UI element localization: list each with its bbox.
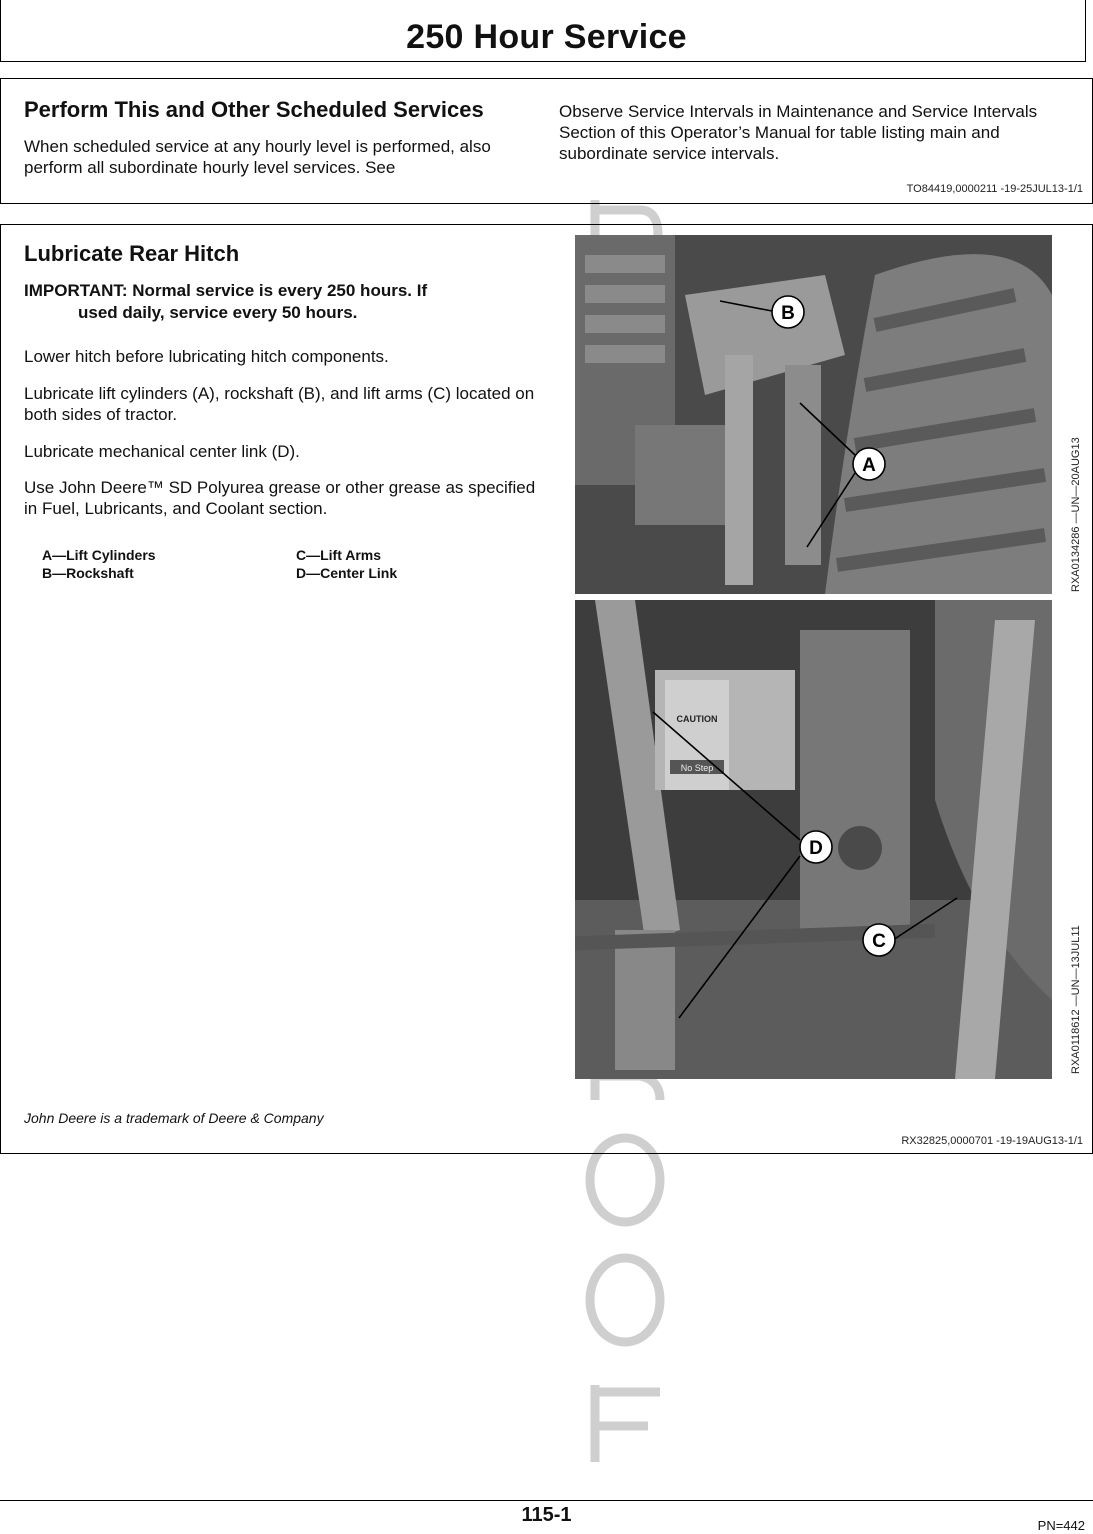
callout-c xyxy=(863,924,895,956)
page-title: 250 Hour Service xyxy=(406,18,687,56)
callout-a-label: A xyxy=(862,455,876,476)
callout-b xyxy=(772,296,804,328)
trademark-notice: John Deere is a trademark of Deere & Company xyxy=(24,1110,324,1126)
paragraph-center-link: Lubricate mechanical center link (D). xyxy=(24,442,300,461)
photo1-id-label: RXA0134286 —UN—20AUG13 xyxy=(1070,437,1082,592)
section2-doc-id: RX32825,0000701 -19-19AUG13-1/1 xyxy=(901,1135,1083,1147)
photo2-id-label: RXA0118612 —UN—13JUL11 xyxy=(1070,925,1082,1074)
lubricate-rear-hitch-heading: Lubricate Rear Hitch xyxy=(24,241,240,266)
photo-lift-cylinders-rockshaft xyxy=(575,235,1052,594)
left-lower-link xyxy=(615,930,675,1070)
legend-rockshaft: B—Rockshaft xyxy=(42,565,134,581)
page-number: 115-1 xyxy=(521,1504,572,1526)
legend-lift-arms: C—Lift Arms xyxy=(296,547,382,563)
paragraph-grease-spec: Use John Deere™ SD Polyurea grease or other grease as specified in Fuel, Lubricants, and Coolant section. xyxy=(24,478,536,518)
section1-doc-id: TO84419,0000211 -19-25JUL13-1/1 xyxy=(906,183,1083,195)
center-link-pin xyxy=(838,826,882,870)
important-notice xyxy=(24,280,544,324)
watermark-letter-o2 xyxy=(590,1258,660,1342)
photo2-illustration xyxy=(575,600,1052,1079)
callout-d-label: D xyxy=(809,838,823,859)
footer-divider xyxy=(0,1500,1093,1501)
photo1-illustration xyxy=(575,235,1052,594)
paragraph-lower-hitch: Lower hitch before lubricating hitch components. xyxy=(24,347,389,366)
scheduled-services-heading: Perform This and Other Scheduled Services xyxy=(24,97,484,122)
watermark-letter-f xyxy=(595,1385,660,1462)
hitch-bracket xyxy=(635,425,725,525)
photo-center-link-lift-arms xyxy=(575,600,1052,1079)
paragraph-lubricate-components: Lubricate lift cylinders (A), rockshaft (B), and lift arms (C) located on both sides of tractor. xyxy=(24,384,535,424)
center-link-housing xyxy=(800,630,910,930)
scheduled-services-right-text: Observe Service Intervals in Maintenance and Service Intervals Section of this Operator’s Manual for table listing main and subordinate service intervals. xyxy=(559,102,1038,163)
legend-lift-cylinders: A—Lift Cylinders xyxy=(42,547,156,563)
lift-link xyxy=(725,355,753,585)
callout-c-label: C xyxy=(872,931,886,952)
callout-a xyxy=(853,448,885,480)
callout-b-label: B xyxy=(781,303,795,324)
no-step-decal-label: No Step xyxy=(680,763,714,773)
pn-label: PN=442 xyxy=(1037,1518,1085,1533)
caution-decal-label: CAUTION xyxy=(676,714,718,724)
legend-center-link: D—Center Link xyxy=(296,565,398,581)
callout-d xyxy=(800,831,832,863)
important-notice-line1: IMPORTANT: Normal service is every 250 hours. If xyxy=(24,281,428,300)
important-notice-line2: used daily, service every 50 hours. xyxy=(78,303,358,322)
scheduled-services-left-text: When scheduled service at any hourly level is performed, also perform all subordinate hourly level services. See xyxy=(24,137,491,177)
